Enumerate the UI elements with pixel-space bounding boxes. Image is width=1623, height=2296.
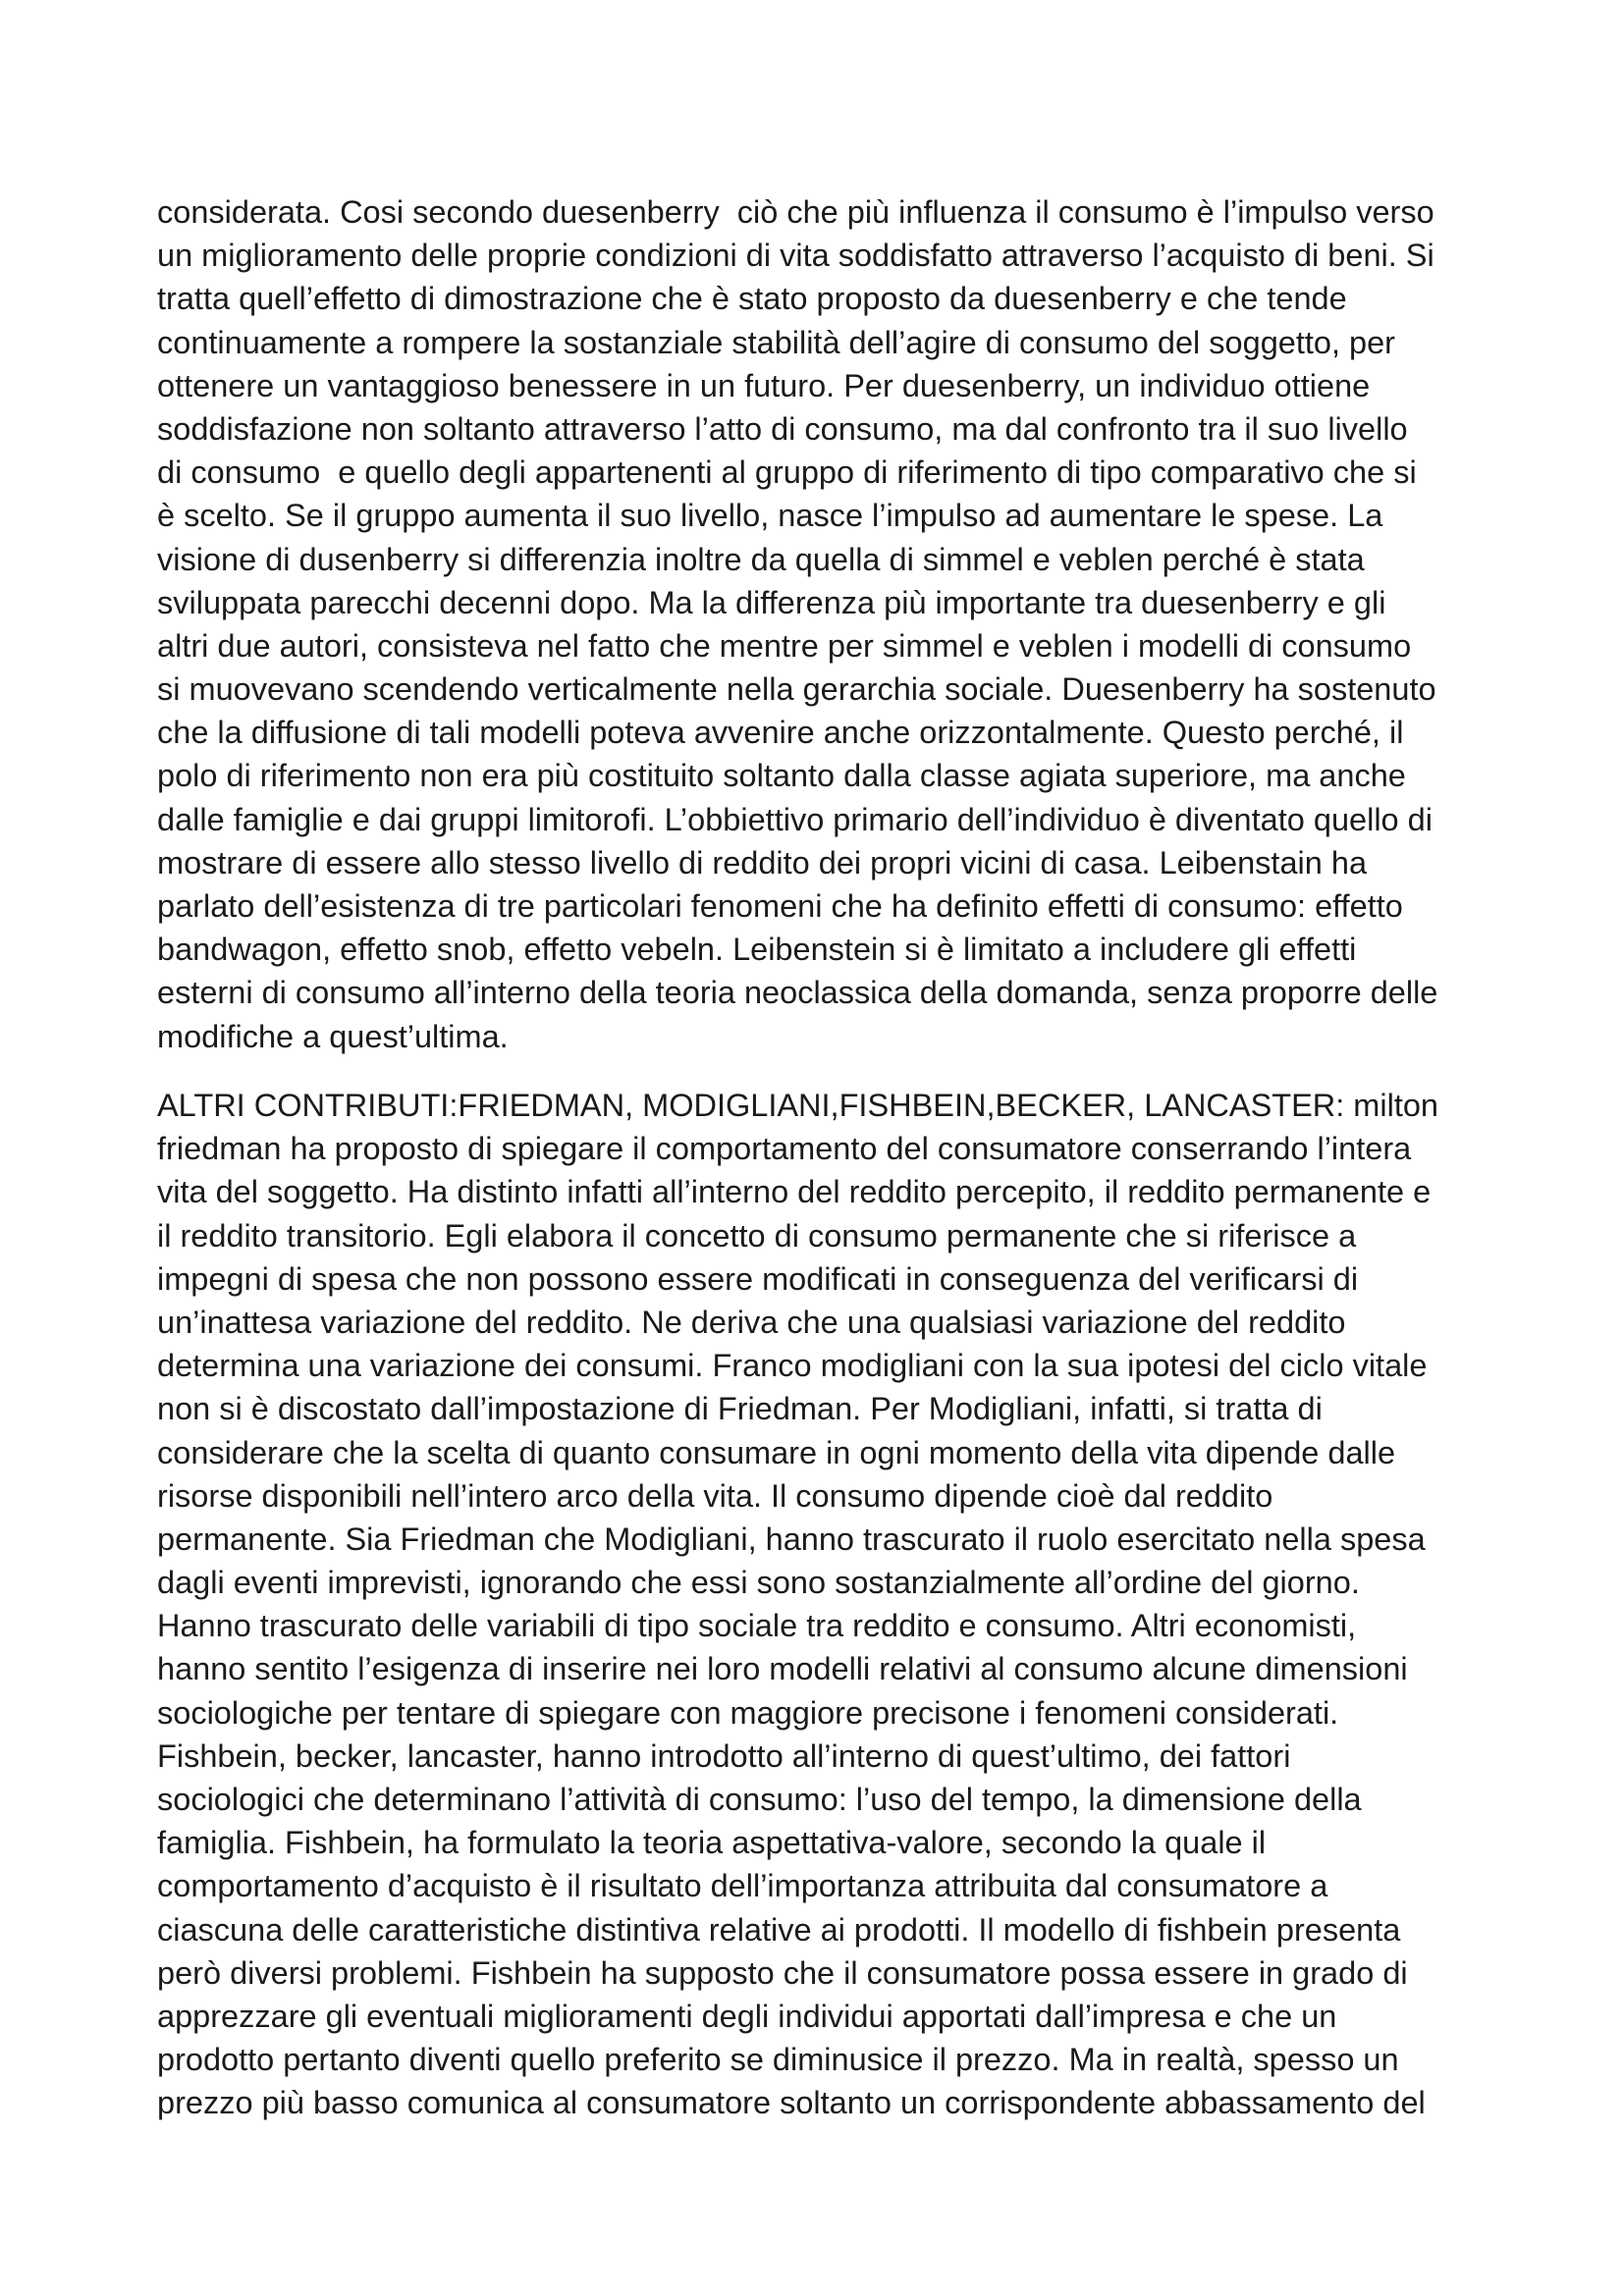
text-line: soddisfazione non soltanto attraverso l’atto di consumo, ma dal confronto tra il suo livello — [157, 410, 1408, 447]
text-line: parlato dell’esistenza di tre particolari fenomeni che ha definito effetti di consumo: effetto — [157, 888, 1403, 924]
text-line: però diversi problemi. Fishbein ha supposto che il consumatore possa essere in grado di — [157, 1954, 1408, 1991]
paragraph-altri-contributi — [157, 1084, 1532, 2125]
text-line: sociologiche per tentare di spiegare con maggiore precisone i fenomeni considerati. — [157, 1694, 1339, 1731]
text-line: determina una variazione dei consumi. Franco modigliani con la sua ipotesi del ciclo vitale — [157, 1348, 1428, 1384]
text-line: sviluppata parecchi decenni dopo. Ma la differenza più importante tra duesenberry e gli — [157, 584, 1386, 620]
text-line: impegni di spesa che non possono essere modificati in conseguenza del verificarsi di — [157, 1260, 1359, 1297]
text-line: friedman ha proposto di spiegare il comportamento del consumatore conserrando l’intera — [157, 1131, 1412, 1167]
text-line: ALTRI CONTRIBUTI:FRIEDMAN, MODIGLIANI,FISHBEIN,BECKER, LANCASTER: milton — [157, 1088, 1438, 1123]
text-line: ciascuna delle caratteristiche distintiva relative ai prodotti. Il modello di fishbein presenta — [157, 1911, 1401, 1948]
text-line: è scelto. Se il gruppo aumenta il suo livello, nasce l’impulso ad aumentare le spese. La — [157, 498, 1383, 534]
text-line: prezzo più basso comunica al consumatore soltanto un corrispondente abbassamento del — [157, 2085, 1426, 2121]
text-line: comportamento d’acquisto è il risultato dell’importanza attribuita dal consumatore a — [157, 1868, 1328, 1904]
text-line: non si è discostato dall’impostazione di Friedman. Per Modigliani, infatti, si tratta di — [157, 1391, 1323, 1427]
text-line: un miglioramento delle proprie condizioni di vita soddisfatto attraverso l’acquisto di beni. Si — [157, 238, 1434, 274]
text-line: visione di dusenberry si differenzia inoltre da quella di simmel e veblen perché è stata — [157, 541, 1365, 577]
text-line: altri due autori, consisteva nel fatto che mentre per simmel e veblen i modelli di consumo — [157, 627, 1412, 664]
text-line: che la diffusione di tali modelli poteva avvenire anche orizzontalmente. Questo perché, il — [157, 715, 1404, 751]
text-line: sociologici che determinano l’attività di consumo: l’uso del tempo, la dimensione della — [157, 1782, 1362, 1817]
text-line: prodotto pertanto diventi quello preferito se diminusice il prezzo. Ma in realtà, spesso un — [157, 2042, 1399, 2078]
text-line: dalle famiglie e dai gruppi limitorofi. L’obbiettivo primario dell’individuo è diventato quello di — [157, 801, 1433, 837]
text-line: Hanno trascurato delle variabili di tipo sociale tra reddito e consumo. Altri economisti, — [157, 1608, 1357, 1644]
text-line: apprezzare gli eventuali miglioramenti degli individui apportati dall’impresa e che un — [157, 1998, 1337, 2034]
text-line: un’inattesa variazione del reddito. Ne deriva che una qualsiasi variazione del reddito — [157, 1304, 1346, 1340]
text-line: bandwagon, effetto snob, effetto vebeln. Leibenstein si è limitato a includere gli effetti — [157, 932, 1357, 968]
text-line: Fishbein, becker, lancaster, hanno introdotto all’interno di quest’ultimo, dei fattori — [157, 1737, 1291, 1774]
text-line: risorse disponibili nell’intero arco della vita. Il consumo dipende cioè dal reddito — [157, 1477, 1273, 1514]
text-line: mostrare di essere allo stesso livello di reddito dei propri vicini di casa. Leibenstain ha — [157, 844, 1368, 881]
text-line: esterni di consumo all’interno della teoria neoclassica della domanda, senza proporre delle — [157, 975, 1438, 1011]
text-line: famiglia. Fishbein, ha formulato la teoria aspettativa-valore, secondo la quale il — [157, 1825, 1267, 1861]
text-line: vita del soggetto. Ha distinto infatti all’interno del reddito percepito, il reddito permanente e — [157, 1174, 1432, 1210]
text-line: considerata. Cosi secondo duesenberry ciò che più influenza il consumo è l’impulso verso — [157, 194, 1434, 230]
text-line: polo di riferimento non era più costituito soltanto dalla classe agiata superiore, ma anche — [157, 758, 1406, 794]
text-line: tratta quell’effetto di dimostrazione che è stato proposto da duesenberry e che tende — [157, 281, 1347, 317]
text-line: considerare che la scelta di quanto consumare in ogni momento della vita dipende dalle — [157, 1434, 1396, 1470]
text-line: ottenere un vantaggioso benessere in un futuro. Per duesenberry, un individuo ottiene — [157, 367, 1371, 403]
text-line: si muovevano scendendo verticalmente nella gerarchia sociale. Duesenberry ha sostenuto — [157, 671, 1436, 708]
text-line: modifiche a quest’ultima. — [157, 1018, 509, 1054]
text-line: permanente. Sia Friedman che Modigliani, hanno trascurato il ruolo esercitato nella spesa — [157, 1521, 1426, 1557]
text-line: di consumo e quello degli appartenenti al gruppo di riferimento di tipo comparativo che si — [157, 454, 1417, 491]
text-line: hanno sentito l’esigenza di inserire nei loro modelli relativi al consumo alcune dimensioni — [157, 1651, 1408, 1687]
text-line: dagli eventi imprevisti, ignorando che essi sono sostanzialmente all’ordine del giorno. — [157, 1565, 1360, 1601]
text-line: continuamente a rompere la sostanziale stabilità dell’agire di consumo del soggetto, per — [157, 324, 1396, 360]
text-line: il reddito transitorio. Egli elabora il concetto di consumo permanente che si riferisce a — [157, 1217, 1357, 1254]
paragraph-duesenberry — [157, 190, 1532, 1058]
